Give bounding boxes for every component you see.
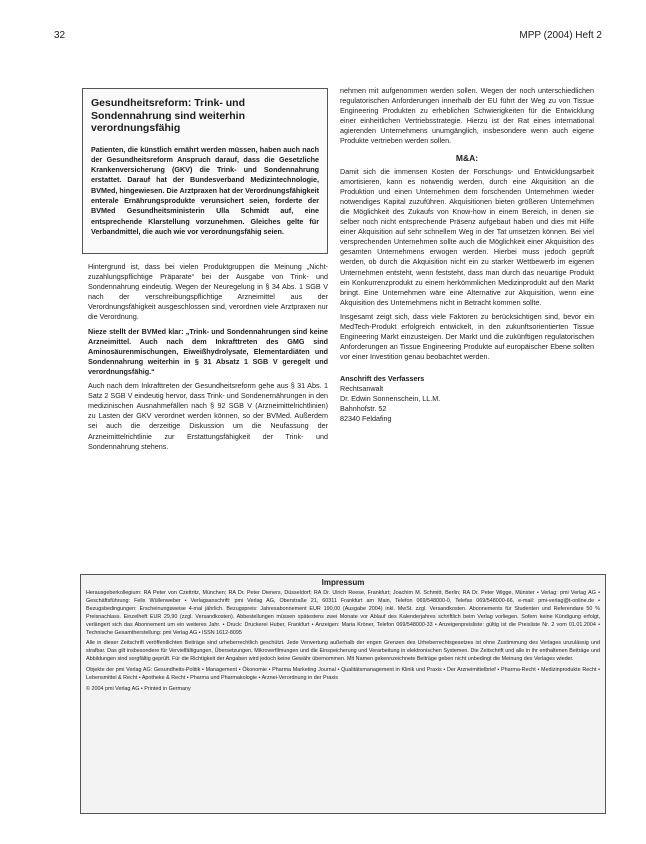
boxed-article xyxy=(82,88,328,254)
address-label: Anschrift des Verfassers xyxy=(340,374,425,384)
left-column xyxy=(88,262,328,456)
left-paragraph-2: Nieze stellt der BVMed klar: „Trink- und Sondennahrungen sind keine Arzneimittel. Auch nach dem Inkrafttreten des GMG sind Aminosäurenmischungen, Eiweißhydrolysate, Elementardiäten und Sondennahrung weiterhin in § 31 Absatz 1 SGB V geregelt und verordnungsfähig.“ xyxy=(88,326,328,376)
address-line: Rechtsanwalt xyxy=(340,384,384,394)
impressum-paragraph: Herausgeberkollegium: RA Peter von Czettritz, München; RA Dr. Peter Dieners, Düsseldorf; RA Dr. Ulrich Reese, Frankfurt; Joachim M. Schmitt, Berlin; RA Dr. Peter Wigge, Münster • Verlag: pmi Verlag AG • Geschäftsführung: Felix Wüllenweber • Verlagsanschrift: pmi Verlag AG, Oberstraße 21, 60311 Frankfurt am Main, Telefon 069/548000-0, Telefax 069/548000-66, e-mail: pmi-verlag@t-online.de • Bezugsbedingungen: Erscheinungsweise 4-mal jährlich. Bezugspreis: Jahresabonnement EUR 190,00 (Ausgabe 2004) inkl. MwSt. zzgl. Versandkosten. Abonnements für Studenten und Referendare 50 % Preisnachlass. Einzelheft EUR 29,90 (zzgl. Versandkosten). Abbestellungen müssen spätestens zwei Monate vor Ablauf des Kalenderjahres schriftlich beim Verlag vorliegen. Sofern keine Kündigung erfolgt, verlängert sich das Abonnement um ein weiteres Jahr. • Druck: Druckerei Huber, Frankfurt • Anzeigen: Maria Kröner, Telefon 069/548000-33 • Anzeigenpreisliste: gültig ist die Preisliste Nr. 2 vom 01.01.2004 • Technische Gesamtherstellung: pmi Verlag AG • ISSN 1612-8095 xyxy=(86,590,600,636)
impressum-copyright: © 2004 pmi Verlag AG • Printed in Germany xyxy=(86,685,191,692)
right-paragraph-1: nehmen mit aufgenommen werden sollen. Wegen der noch unterschiedlichen regulatorischen Anforderungen innerhalb der EU führt der Weg zu von Tissue Engineering Produkten zu erheblichen Schwierigkeiten für die Entwicklung einer einheitlichen Vertriebsstrategie. Hierzu ist der Rat eines international agierenden Unternehmens unumgänglich, insbesondere wenn auch eigene Produkte vertrieben werden sollen. xyxy=(340,86,594,146)
right-column xyxy=(340,86,594,424)
left-paragraph-1: Hintergrund ist, dass bei vielen Produktgruppen die Meinung „Nicht-zuzahlungspflichtige Präparate“ bei der Ausgabe von Trink- und Sondennahrung eindeutig. Wegen der Neuregelung in § 34 Abs. 1 SGB V nach der verschreibungspflichtige Arzneimittel aus der Verordnungsfähigkeit ausgeschlossen sind, verordnen viele Arztpraxen nur die Verordnung. xyxy=(88,262,328,322)
section-heading: M&A: xyxy=(455,152,479,163)
impressum-box xyxy=(80,574,606,814)
article-lead: Patienten, die künstlich ernährt werden müssen, haben auch nach der Gesundheitsreform Anspruch darauf, dass die Gesetzliche Krankenversicherung (GKV) die Trink- und Sondennahrung erstattet. Darauf hat der Bundesverband Medizintechnologie, BVMed, hingewiesen. Die Arztpraxen hat der Verordnungsfähigkeit enterale Ernährungsprodukte verunsichert seien, forderte der BVMed Gesundheitsministerin Ulla Schmidt auf, eine entsprechende Klarstellung vorzunehmen. Gleiches gelte für Verbandmittel, die auch wie vor verordnungsfähig seien. xyxy=(91,144,319,236)
journal-header: MPP (2004) Heft 2 xyxy=(519,30,602,41)
address-line: Bahnhofstr. 52 xyxy=(340,404,387,414)
left-paragraph-3: Auch nach dem Inkrafttreten der Gesundheitsreform gehe aus § 31 Abs. 1 Satz 2 SGB V eindeutig hervor, dass Trink- und Sondenernährungen in den medizinischen Ausnahmefällen nach § 92 SGB V (Arzneimittelrichtlinien) zu Lasten der GKV verordnet werden können, so der BVMed. Außerdem sei auch die derzeitige Diskussion um die Neufassung der Arzneimittelrichtlinie zur Erstattungsfähigkeit der Trink- und Sondennahrung stehens. xyxy=(88,381,328,451)
address-line: 82340 Feldafing xyxy=(340,414,392,424)
article-title: Gesundheitsreform: Trink- und Sondennahrung sind weiterhin verordnungsfähig xyxy=(91,97,246,134)
page-number: 32 xyxy=(54,30,66,41)
right-paragraph-3: Insgesamt zeigt sich, dass viele Faktoren zu berücksichtigen sind, bevor ein MedTech-Produkt erfolgreich entwickelt, in den zukunftsorientierten Tissue Engineering Markt einzusteigen. Der Markt und die zukünftigen regulatorischen Anforderungen an Tissue Engineering Produkte auf europäischer Ebene sollten vor einer Investition genau beobachtet werden. xyxy=(340,311,594,362)
impressum-paragraph: Objekte der pmi Verlag AG: Gesundheits-Politik • Management • Ökonomie • Pharma Marketing Journal • Qualitätsmanagement in Klinik und Praxis • Der Arzneimittelbrief • Pharma-Recht • Medizinprodukte Recht • Lebensmittel & Recht • Apotheke & Recht • Pharma und Pharmakologie • Arznei-Verordnung in der Praxis xyxy=(86,667,600,682)
right-paragraph-2: Damit sich die immensen Kosten der Forschungs- und Entwicklungsarbeit amortisieren, kann es notwendig werden, durch eine Akquisition an die Produktion und einen Unternehmen dem forschenden Unternehmen wieder notwendiges Kapital zuzuführen. Akquisitionen bieten größeren Unternehmen die Möglichkeit des Zukaufs von Know-how in einem Bereich, in denen sie selber noch nicht entsprechende Präsenz aufgebaut haben und dies mit Hilfe einer Akquisition auf sehr schnellem Weg in der Tat umsetzen können. Bei viel versprechenden Unternehmen sollte auch die Möglichkeit einer Akquisition des gesamten Unternehmens erwogen werden. Hierbei muss jedoch geprüft werden, ob durch die Akquisition nicht ein zu starker Wettbewerb im eigenen Unternehmen entsteht, wenn feststeht, dass man durch das neuartige Produkt ein Konkurrenzprodukt zu einem herkömmlichen Medizinprodukt auf den Markt bringt. Eine Unternehmen wäre eine Alternative zur Akquisition, wenn eine Akquisition des Unternehmens nicht in Betracht kommen sollte. xyxy=(340,166,594,307)
author-address xyxy=(340,374,594,424)
impressum-paragraph: Alle in dieser Zeitschrift veröffentlichten Beiträge sind urheberrechtlich geschützt. Jede Verwertung außerhalb der engen Grenzen des Urheberrechtsgesetzes ist ohne Zustimmung des Verlages unzulässig und strafbar. Das gilt insbesondere für Vervielfältigungen, Übersetzungen, Mikroverfilmungen und die Einspeicherung und Verarbeitung in elektronischen Systemen. Die Zeitschrift und alle in ihr enthaltenen Beiträge und Abbildungen sind sorgfältig geprüft. Für die Richtigkeit der Angaben wird jedoch keine Gewähr übernommen. Mit Namen gekennzeichnete Beiträge geben nicht unbedingt die Meinung des Verlages wieder. xyxy=(86,640,600,663)
address-line: Dr. Edwin Sonnenschein, LL.M. xyxy=(340,394,441,404)
impressum-title: Impressum xyxy=(321,578,365,587)
